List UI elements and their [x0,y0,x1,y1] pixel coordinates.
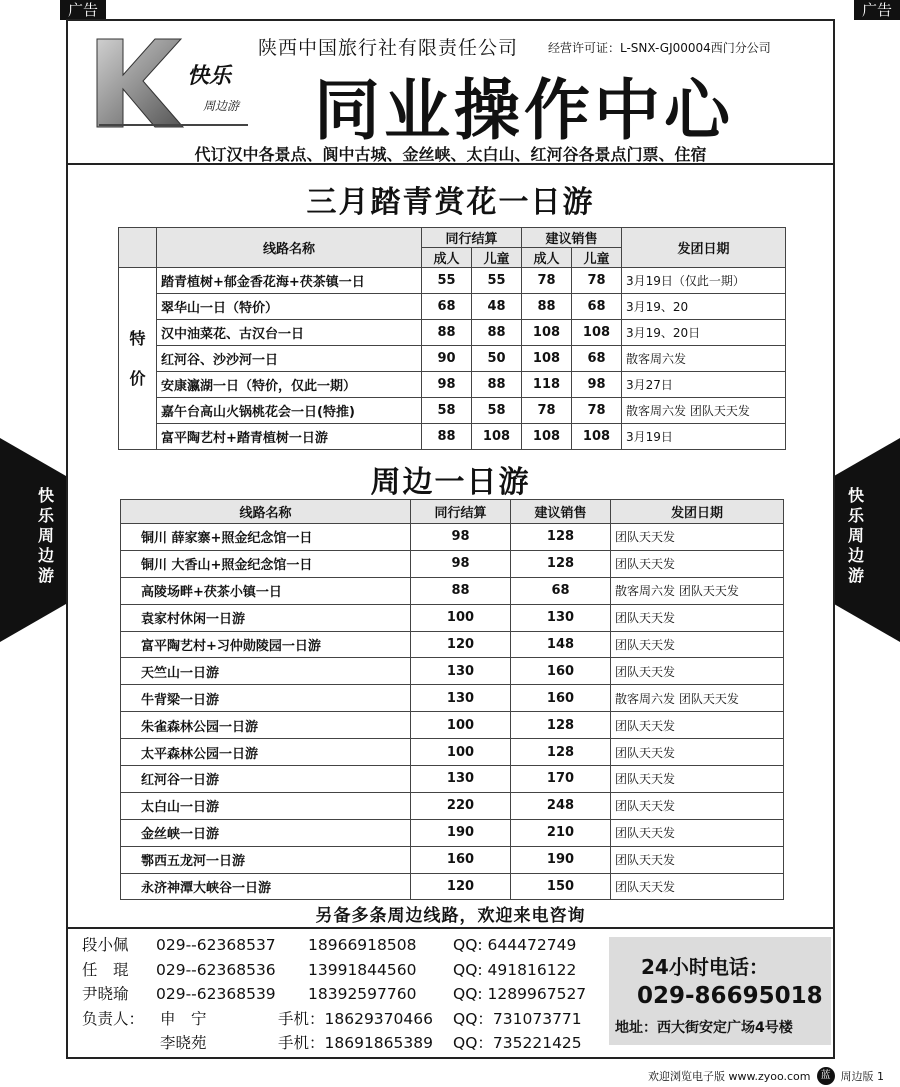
table-row [119,424,786,450]
contact-qq: QQ: 644472749 [453,936,577,954]
contact-tel: 029--62368536 [156,960,276,979]
contact-tel: 029--62368539 [156,985,276,1003]
hotline-label: 24小时电话： [641,955,769,979]
departure-date: 团队天天发 [611,739,784,766]
side-banner-left-label: 快乐周边游 [37,486,54,585]
table-row [119,320,786,346]
logo-text: 快乐 [187,64,232,89]
retail-price: 160 [511,685,611,712]
edition-badge-icon: 蓝 [817,1067,835,1085]
departure-date: 3月19、20 [622,294,786,320]
trade-price: 100 [411,604,511,631]
retail-price: 150 [511,873,611,900]
route-name: 红河谷、沙沙河一日 [157,346,422,372]
retail-adult: 108 [522,320,572,346]
retail-child: 108 [572,424,622,450]
trade-price: 98 [411,524,511,551]
departure-date: 团队天天发 [611,658,784,685]
trade-price: 130 [411,685,511,712]
contact-qq: QQ：735221425 [453,1034,582,1052]
retail-adult: 118 [522,372,572,398]
contact-qq: QQ：731073771 [453,1009,582,1028]
departure-date: 团队天天发 [611,550,784,577]
retail-price: 148 [511,631,611,658]
trade-adult: 58 [422,398,472,424]
table-row [121,819,784,846]
footer [648,1067,884,1085]
table-row [119,294,786,320]
route-name: 高陵场畔+茯茶小镇一日 [121,577,411,604]
route-name: 富平陶艺村+习仲勋陵园一日游 [121,631,411,658]
table1-header-trade-adult: 成人 [422,248,472,268]
retail-adult: 78 [522,398,572,424]
table2-header-route: 线路名称 [121,500,411,524]
departure-date: 团队天天发 [611,846,784,873]
departure-date: 散客周六发 团队天天发 [622,398,786,424]
section1-title: 三月踏青赏花一日游 [306,185,595,220]
retail-child: 78 [572,268,622,294]
contact-name: 任 琨 [82,960,129,979]
retail-adult: 78 [522,268,572,294]
trade-child: 88 [472,372,522,398]
retail-price: 128 [511,550,611,577]
contact-qq: QQ: 1289967527 [453,985,587,1003]
table1-header-trade-child: 儿童 [472,248,522,268]
route-name: 金丝峡一日游 [121,819,411,846]
table-row [121,524,784,551]
contact-row [82,1031,603,1056]
retail-price: 190 [511,846,611,873]
retail-price: 160 [511,658,611,685]
route-name: 汉中油菜花、古汉台一日 [157,320,422,346]
retail-child: 78 [572,398,622,424]
departure-date: 3月19、20日 [622,320,786,346]
table-row [121,739,784,766]
trade-adult: 55 [422,268,472,294]
trade-child: 88 [472,320,522,346]
contact-name [82,1031,156,1056]
table-row [119,268,786,294]
table-row [121,550,784,577]
trade-price: 220 [411,792,511,819]
retail-price: 68 [511,577,611,604]
route-name: 牛背梁一日游 [121,685,411,712]
table-row [121,846,784,873]
route-name: 安康瀛湖一日（特价，仅此一期） [157,372,422,398]
more-routes-note: 另备多条周边线路，欢迎来电咨询 [315,906,586,926]
services-line: 代订汉中各景点、阆中古城、金丝峡、太白山、红河谷各景点门票、住宿 [194,145,707,164]
route-name: 踏青植树+郁金香花海+茯茶镇一日 [157,268,422,294]
logo-subtext: 周边游 [203,99,240,113]
route-name: 袁家村休闲一日游 [121,604,411,631]
contact-divider [68,927,833,929]
trade-adult: 88 [422,424,472,450]
contact-tel: 申 宁 [160,1009,207,1028]
contact-mobile: 18966918508 [308,936,417,954]
trade-adult: 68 [422,294,472,320]
departure-date: 团队天天发 [611,819,784,846]
advert-frame [66,19,835,1059]
trade-price: 100 [411,712,511,739]
contact-row [82,982,603,1007]
contact-row [82,958,603,983]
departure-date: 团队天天发 [611,524,784,551]
logo [93,35,253,131]
table-row [119,398,786,424]
trade-child: 48 [472,294,522,320]
table-row [121,631,784,658]
side-banner-left-shape [0,438,66,642]
hotline-number: 029-86695018 [637,983,823,1009]
trade-child: 58 [472,398,522,424]
contact-mobile: 手机：18691865389 [278,1034,433,1052]
departure-date: 散客周六发 [622,346,786,372]
trade-price: 190 [411,819,511,846]
contact-tel: 李晓苑 [160,1034,207,1052]
trade-price: 130 [411,658,511,685]
route-name: 翠华山一日（特价） [157,294,422,320]
departure-date: 3月19日（仅此一期） [622,268,786,294]
table1-header-route: 线路名称 [157,228,422,268]
side-banner-right [834,438,900,642]
trade-adult: 88 [422,320,472,346]
trade-child: 55 [472,268,522,294]
license-number: 经营许可证：L-SNX-GJ00004西门分公司 [548,41,771,55]
contact-tel: 029--62368537 [156,936,276,954]
route-name: 鄠西五龙河一日游 [121,846,411,873]
contact-list [82,933,603,1056]
spring-tour-table [118,227,786,450]
route-name: 太平森林公园一日游 [121,739,411,766]
table1-header-retail-child: 儿童 [572,248,622,268]
contact-row [82,1007,603,1032]
table-row [121,604,784,631]
contact-row [82,933,603,958]
route-name: 天竺山一日游 [121,658,411,685]
departure-date: 团队天天发 [611,712,784,739]
ad-tag-right: 广告 [854,0,900,20]
side-banner-left [0,438,66,642]
table2-header-trade: 同行结算 [411,500,511,524]
special-char-1: 特 [129,328,146,348]
retail-price: 248 [511,792,611,819]
trade-price: 100 [411,739,511,766]
trade-adult: 98 [422,372,472,398]
departure-date: 团队天天发 [611,604,784,631]
retail-price: 170 [511,766,611,793]
trade-child: 108 [472,424,522,450]
contact-name: 尹晓瑜 [82,985,129,1003]
departure-date: 团队天天发 [611,873,784,900]
main-title: 同业操作中心 [314,72,734,149]
retail-child: 68 [572,294,622,320]
route-name: 铜川 薛家寨+照金纪念馆一日 [121,524,411,551]
table1-header-retail: 建议销售 [522,228,622,248]
footer-website: 欢迎浏览电子版 www.zyoo.com [647,1070,811,1083]
table1-header-retail-adult: 成人 [522,248,572,268]
retail-child: 108 [572,320,622,346]
retail-price: 210 [511,819,611,846]
side-banner-right-shape [834,438,900,642]
trade-price: 160 [411,846,511,873]
table-row [119,372,786,398]
table-row [121,766,784,793]
section2-title: 周边一日游 [370,465,531,500]
trade-price: 120 [411,873,511,900]
route-name: 太白山一日游 [121,792,411,819]
table-row [121,712,784,739]
table2-header-date: 发团日期 [611,500,784,524]
ad-tag-left: 广告 [60,0,106,20]
route-name: 朱雀森林公园一日游 [121,712,411,739]
side-banner-right-label: 快乐周边游 [847,486,864,585]
route-name: 铜川 大香山+照金纪念馆一日 [121,550,411,577]
retail-child: 98 [572,372,622,398]
table1-header-trade: 同行结算 [422,228,522,248]
special-price-label [119,268,157,450]
table-row [121,792,784,819]
trade-price: 130 [411,766,511,793]
departure-date: 团队天天发 [611,792,784,819]
table-row [121,685,784,712]
table-row [121,577,784,604]
departure-date: 3月27日 [622,372,786,398]
retail-adult: 88 [522,294,572,320]
trade-child: 50 [472,346,522,372]
special-char-2: 价 [129,368,146,388]
day-tour-table [120,499,784,900]
departure-date: 团队天天发 [611,766,784,793]
hotline-box [609,937,831,1045]
table1-header-date: 发团日期 [622,228,786,268]
trade-price: 120 [411,631,511,658]
contact-mobile: 18392597760 [308,985,417,1003]
retail-adult: 108 [522,346,572,372]
retail-price: 128 [511,739,611,766]
retail-price: 128 [511,524,611,551]
departure-date: 3月19日 [622,424,786,450]
company-name: 陕西中国旅行社有限责任公司 [258,37,519,59]
office-address: 地址：西大街安定广场4号楼 [615,1020,793,1036]
header [68,21,833,165]
table-row [121,873,784,900]
trade-price: 98 [411,550,511,577]
departure-date: 团队天天发 [611,631,784,658]
contact-name: 段小佩 [82,936,129,954]
departure-date: 散客周六发 团队天天发 [611,685,784,712]
retail-price: 128 [511,712,611,739]
retail-child: 68 [572,346,622,372]
route-name: 永济神潭大峡谷一日游 [121,873,411,900]
table1-corner [119,228,157,268]
trade-adult: 90 [422,346,472,372]
route-name: 富平陶艺村+踏青植树一日游 [157,424,422,450]
contact-mobile: 手机：18629370466 [278,1009,433,1028]
retail-adult: 108 [522,424,572,450]
contact-name: 负责人： [82,1009,145,1028]
table-row [119,346,786,372]
contact-qq: QQ: 491816122 [453,960,577,979]
footer-edition: 周边版 1 [840,1070,884,1083]
retail-price: 130 [511,604,611,631]
departure-date: 散客周六发 团队天天发 [611,577,784,604]
trade-price: 88 [411,577,511,604]
table-row [121,658,784,685]
route-name: 红河谷一日游 [121,766,411,793]
table2-header-retail: 建议销售 [511,500,611,524]
route-name: 嘉午台高山火锅桃花会一日(特推) [157,398,422,424]
contact-mobile: 13991844560 [308,960,417,979]
